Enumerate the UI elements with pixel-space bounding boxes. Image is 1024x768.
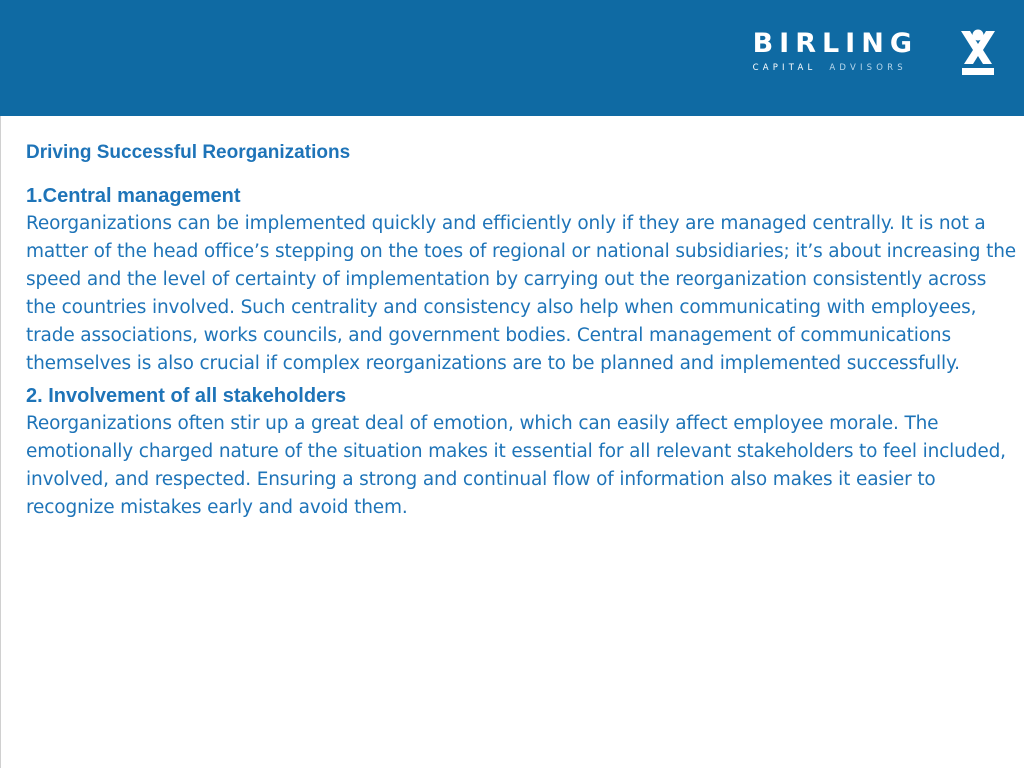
section-body: Reorganizations often stir up a great deal of emotion, which can easily affect employee morale. The emotionally charged nature of the situation makes it essential for all relevant stakeholders to feel included, involved, and respected. Ensuring a strong and continual flow of information also makes it easier to recognize mistakes early and avoid them. — [26, 413, 1006, 518]
section-central-management — [26, 182, 1021, 378]
birling-person-icon — [958, 28, 998, 76]
logo-subtitle-advisors: ADVISORS — [829, 63, 907, 73]
logo-wordmark — [753, 28, 918, 74]
main-content — [26, 140, 1021, 526]
section-heading: 1.Central management — [26, 185, 241, 207]
page-title: Driving Successful Reorganizations — [26, 142, 351, 163]
logo-subtitle-capital: CAPITAL — [752, 63, 817, 73]
section-stakeholders — [26, 382, 1021, 522]
company-logo — [753, 28, 998, 76]
section-heading: 2. Involvement of all stakeholders — [26, 385, 347, 407]
page-left-border — [0, 116, 1, 768]
logo-subtitle — [753, 62, 907, 74]
logo-main-text: BIRLING — [752, 28, 918, 59]
section-body: Reorganizations can be implemented quickly and efficiently only if they are managed centrally. It is not a matter of the head office’s stepping on the toes of regional or national subsidiaries; it’s about increasing the speed and the level of certainty of implementation by carrying out the reorganization consistently across the countries involved. Such centrality and consistency also help when communicating with employees, trade associations, works councils, and government bodies. Central management of communications themselves is also crucial if complex reorganizations are to be planned and implemented successfully. — [26, 213, 1016, 374]
header-bar — [0, 0, 1024, 116]
